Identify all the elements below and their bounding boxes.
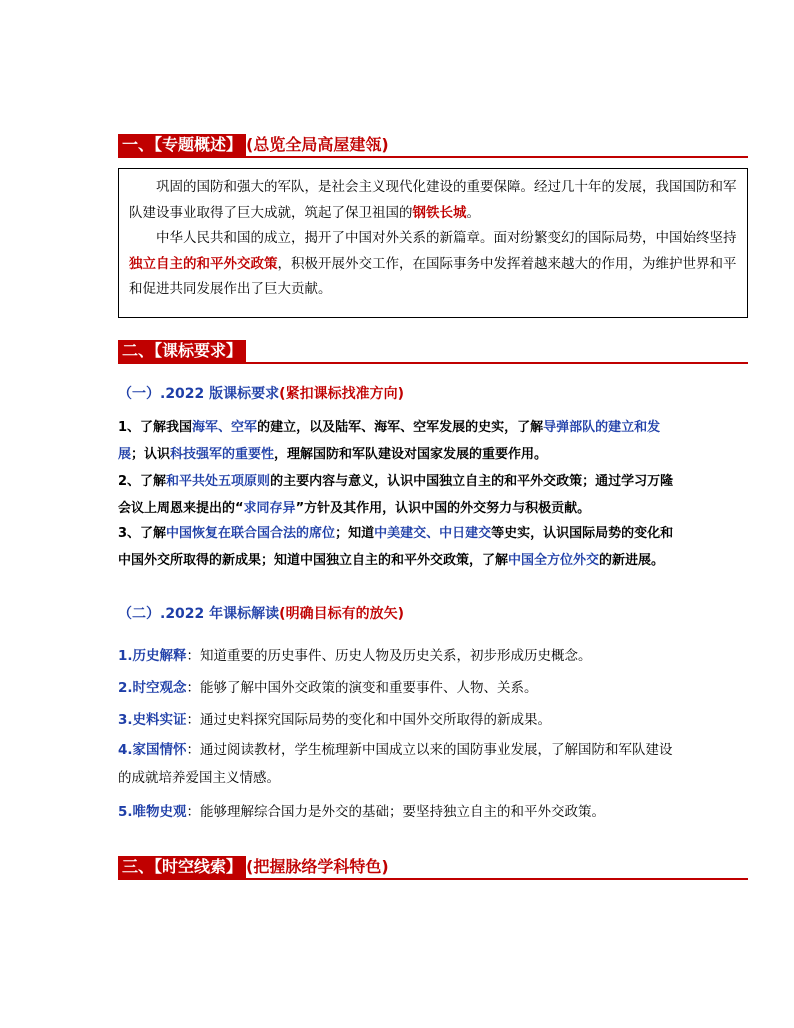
req1-text-c: ；认识	[131, 447, 171, 462]
requirement-3	[118, 520, 678, 574]
literacy-5-text: ：能够理解综合国力是外交的基础；要坚持独立自主的和平外交政策。	[186, 804, 606, 820]
literacy-item-3	[118, 706, 678, 734]
requirement-2	[118, 468, 678, 522]
literacy-3-label: 3.史料实证	[118, 712, 187, 728]
overview-p2-text: 中华人民共和国的成立，揭开了中国对外关系的新篇章。面对纷繁变幻的国际局势，中国始终坚持	[156, 230, 737, 246]
standards-label: （一）.2022 版课标要求	[118, 386, 280, 402]
literacy-item-1	[118, 642, 678, 670]
literacy-1-label: 1.历史解释	[118, 648, 187, 664]
req1-text-d: ，理解国防和军队建设对国家发展的重要作用。	[274, 447, 548, 462]
req2-highlight-b: 求同存异	[243, 501, 296, 516]
literacy-4-text: ：通过阅读教材，学生梳理新中国成立以来的国防事业发展，了解国防和军队建设的成就培养爱国主义情感。	[118, 742, 673, 786]
standards-subheading	[118, 384, 404, 404]
req1-highlight-b: 导弹部队的建立和发展	[118, 420, 661, 462]
overview-paragraph-2	[129, 226, 737, 303]
overview-box	[118, 168, 748, 318]
literacy-item-2	[118, 674, 678, 702]
section1-subtitle: (总览全局高屋建瓴)	[246, 135, 389, 154]
section1-heading	[118, 134, 389, 156]
req2-highlight-a: 和平共处五项原则	[166, 474, 271, 489]
standards-note: (紧扣课标找准方向)	[279, 386, 404, 402]
section2-title: 二、【课标要求】	[118, 340, 246, 362]
literacy-3-text: ：通过史料探究国际局势的变化和中国外交所取得的新成果。	[186, 712, 552, 728]
literacy-2-text: ：能够了解中国外交政策的演变和重要事件、人物、关系。	[186, 680, 538, 696]
overview-p1-text: 巩固的国防和强大的军队，是社会主义现代化建设的重要保障。经过几十年的发展，我国国防和军队建设事业取得了巨大成就，筑起了保卫祖国的	[129, 179, 737, 221]
section3-rule	[118, 878, 748, 880]
overview-p2-end: ，积极开展外交工作，在国际事务中发挥着越来越大的作用，为维护世界和平和促进共同发展作出了巨大贡献。	[129, 255, 737, 297]
req1-highlight-a: 海军、空军	[192, 420, 258, 435]
interpretation-note: (明确目标有的放矢)	[279, 606, 404, 622]
section2-rule	[118, 362, 748, 364]
req2-text-a: 2、了解	[118, 474, 167, 489]
interpretation-label: （二）.2022 年课标解读	[118, 606, 280, 622]
section1-title: 一、【专题概述】	[118, 134, 246, 156]
req3-highlight-b: 中美建交、中日建交	[374, 526, 492, 541]
literacy-1-text: ：知道重要的历史事件、历史人物及历史关系，初步形成历史概念。	[186, 648, 592, 664]
section2-heading	[118, 340, 246, 362]
literacy-4-label: 4.家国情怀	[118, 742, 187, 758]
overview-p2-highlight: 独立自主的和平外交政策	[129, 255, 278, 272]
req1-highlight-c: 科技强军的重要性	[170, 447, 275, 462]
section3-heading	[118, 856, 389, 878]
req3-text-a: 3、了解	[118, 526, 167, 541]
req2-text-c: ”方针及其作用，认识中国的外交努力与积极贡献。	[295, 501, 591, 516]
req3-text-b: ；知道	[335, 526, 375, 541]
req3-text-d: 的新进展。	[599, 553, 665, 568]
overview-p1-highlight: 钢铁长城	[412, 204, 467, 221]
literacy-item-5	[118, 798, 678, 826]
section1-rule	[118, 156, 748, 158]
literacy-5-label: 5.唯物史观	[118, 804, 187, 820]
requirement-1	[118, 414, 678, 468]
literacy-item-4	[118, 736, 678, 792]
req3-highlight-a: 中国恢复在联合国合法的席位	[166, 526, 336, 541]
section3-subtitle: (把握脉络学科特色)	[246, 857, 389, 876]
literacy-2-label: 2.时空观念	[118, 680, 187, 696]
req3-highlight-c: 中国全方位外交	[508, 553, 600, 568]
req3-text-c: 等史实，认识国际局势的变化和中国外交所取得的新成果；知道中国独立自主的和平外交政策，了解	[118, 526, 674, 568]
req1-text-a: 1、了解我国	[118, 420, 193, 435]
req1-text-b: 的建立，以及陆军、海军、空军发展的史实，了解	[257, 420, 544, 435]
overview-paragraph-1	[129, 175, 737, 226]
interpretation-subheading	[118, 604, 404, 624]
req2-text-b: 的主要内容与意义，认识中国独立自主的和平外交政策；通过学习万隆会议上周恩来提出的“	[118, 474, 674, 516]
overview-p1-end: 。	[466, 204, 480, 221]
section3-title: 三、【时空线索】	[118, 856, 246, 878]
